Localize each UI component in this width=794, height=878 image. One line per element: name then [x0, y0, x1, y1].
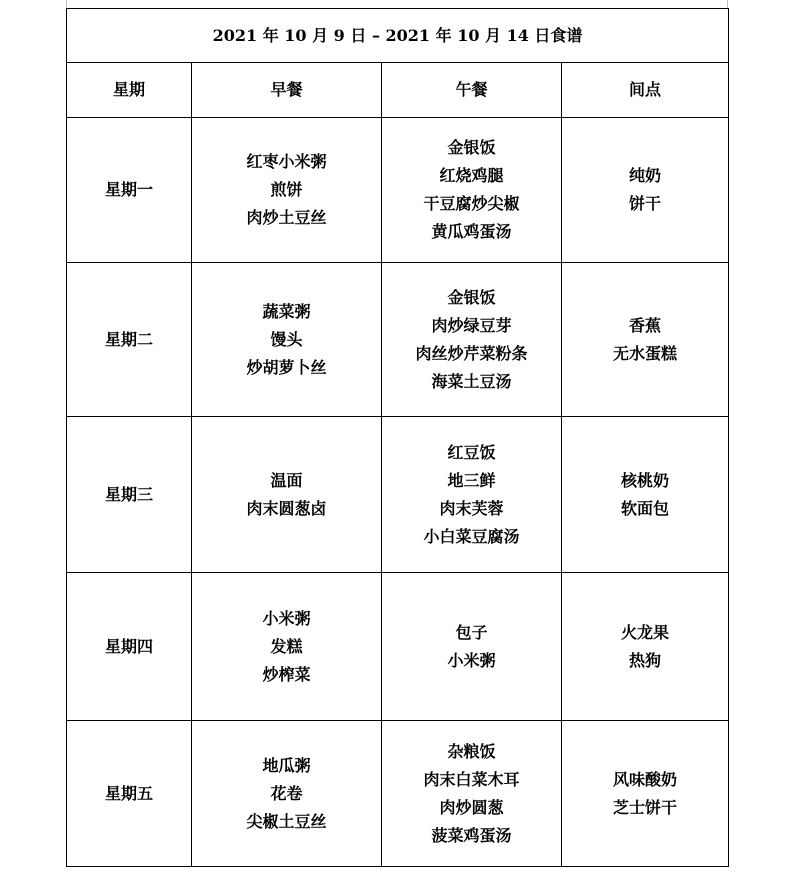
breakfast-item: 蔬菜粥: [262, 301, 311, 321]
header-day: 星期: [67, 63, 192, 118]
lunch-item: 红豆饭: [447, 442, 496, 462]
snack-item: 香蕉: [629, 315, 662, 335]
breakfast-item: 肉末圆葱卤: [246, 498, 327, 518]
lunch-item: 肉末白菜木耳: [423, 769, 520, 789]
lunch-item: 杂粮饭: [447, 741, 496, 761]
lunch-cell: [382, 118, 562, 263]
breakfast-item: 地瓜粥: [262, 755, 311, 775]
lunch-item: 包子: [455, 622, 488, 642]
day-cell: 星期二: [67, 263, 192, 417]
snack-item: 纯奶: [629, 166, 662, 185]
menu-title: 2021 年 10 月 9 日 – 2021 年 10 月 14 日食谱: [67, 9, 729, 63]
breakfast-item: 炒榨菜: [262, 664, 311, 684]
lunch-item: 金银饭: [447, 138, 496, 157]
breakfast-item: 发糕: [270, 636, 303, 656]
lunch-cell: [382, 263, 562, 417]
breakfast-cell: [192, 721, 382, 867]
snack-cell: [562, 721, 729, 867]
breakfast-item: 尖椒土豆丝: [246, 811, 327, 831]
snack-item: 芝士饼干: [613, 797, 678, 817]
page-corner-mark-left: [66, 0, 67, 8]
breakfast-item: 小米粥: [262, 608, 311, 628]
menu-body: [67, 118, 729, 867]
breakfast-cell: [192, 263, 382, 417]
breakfast-item: 炒胡萝卜丝: [246, 357, 327, 377]
day-cell: 星期三: [67, 417, 192, 573]
menu-row: [67, 573, 729, 721]
lunch-cell: [382, 721, 562, 867]
breakfast-cell: [192, 417, 382, 573]
lunch-item: 干豆腐炒尖椒: [423, 194, 520, 213]
day-cell: 星期四: [67, 573, 192, 721]
breakfast-item: 馒头: [270, 329, 303, 349]
breakfast-item: 温面: [270, 470, 303, 490]
breakfast-cell: [192, 118, 382, 263]
lunch-item: 小白菜豆腐汤: [423, 526, 520, 546]
snack-item: 软面包: [621, 498, 670, 518]
lunch-item: 肉丝炒芹菜粉条: [415, 343, 528, 363]
header-lunch: 午餐: [382, 63, 562, 118]
lunch-item: 肉末芙蓉: [439, 498, 504, 518]
lunch-item: 海菜土豆汤: [431, 371, 512, 391]
breakfast-cell: [192, 573, 382, 721]
menu-table: [66, 8, 729, 867]
snack-item: 饼干: [629, 194, 662, 213]
snack-cell: [562, 263, 729, 417]
snack-item: 无水蛋糕: [613, 343, 678, 363]
snack-item: 热狗: [629, 650, 662, 670]
lunch-item: 肉炒圆葱: [439, 797, 504, 817]
lunch-item: 菠菜鸡蛋汤: [431, 825, 512, 845]
lunch-cell: [382, 417, 562, 573]
menu-row: [67, 118, 729, 263]
header-snack: 间点: [562, 63, 729, 118]
day-cell: 星期一: [67, 118, 192, 263]
lunch-item: 肉炒绿豆芽: [431, 315, 512, 335]
header-breakfast: 早餐: [192, 63, 382, 118]
menu-row: [67, 721, 729, 867]
lunch-item: 红烧鸡腿: [439, 166, 504, 185]
breakfast-item: 花卷: [270, 783, 303, 803]
lunch-item: 黄瓜鸡蛋汤: [431, 222, 512, 241]
snack-item: 火龙果: [621, 622, 670, 642]
header-row: [67, 63, 729, 118]
snack-cell: [562, 417, 729, 573]
lunch-item: 小米粥: [447, 650, 496, 670]
lunch-item: 地三鲜: [447, 470, 496, 490]
day-cell: 星期五: [67, 721, 192, 867]
menu-row: [67, 417, 729, 573]
snack-item: 风味酸奶: [613, 769, 678, 789]
snack-cell: [562, 573, 729, 721]
lunch-cell: [382, 573, 562, 721]
title-row: [67, 9, 729, 63]
breakfast-item: 红枣小米粥: [246, 152, 327, 171]
lunch-item: 金银饭: [447, 287, 496, 307]
page-corner-mark-right: [727, 0, 728, 8]
menu-row: [67, 263, 729, 417]
breakfast-item: 煎饼: [270, 180, 303, 199]
breakfast-item: 肉炒土豆丝: [246, 208, 327, 227]
snack-item: 核桃奶: [621, 470, 670, 490]
snack-cell: [562, 118, 729, 263]
